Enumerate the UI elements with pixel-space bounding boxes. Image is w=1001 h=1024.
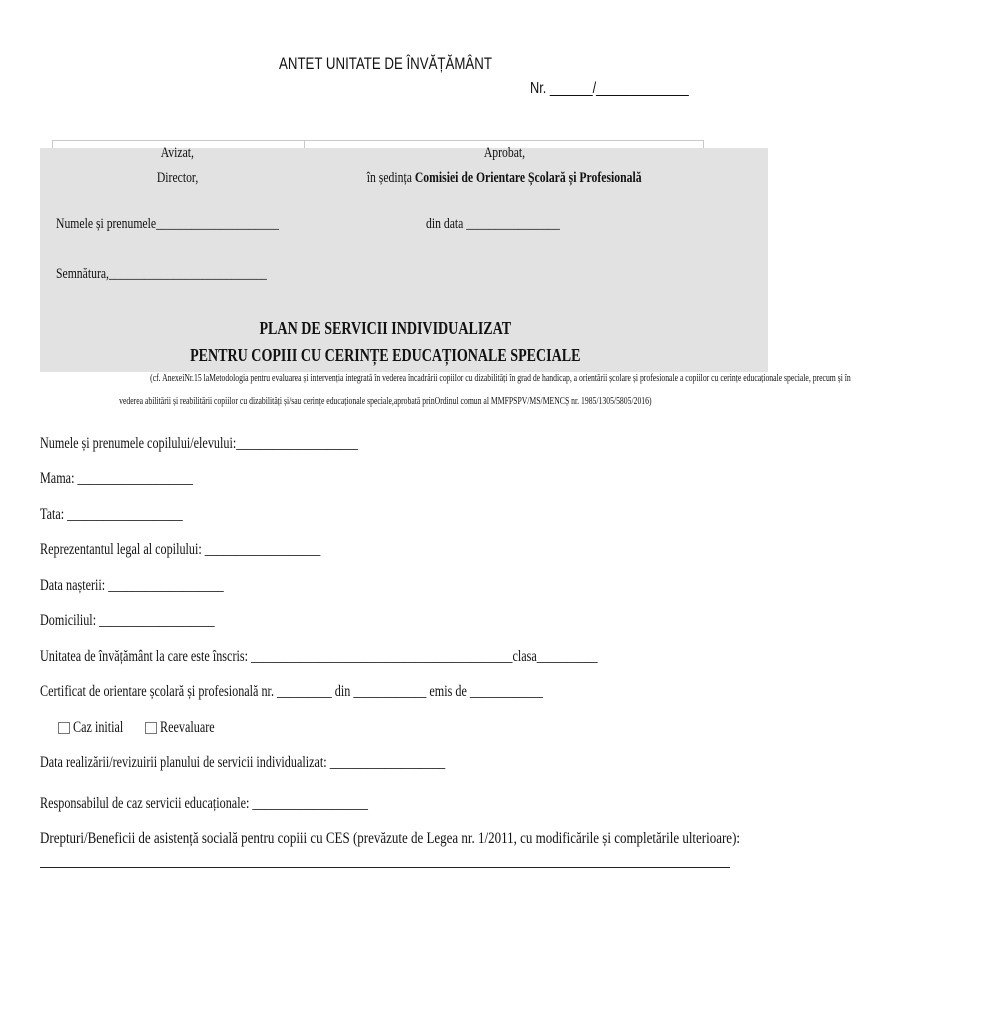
social-benefits-field: Drepturi/Beneficii de asistență socială pentru copiii cu CES (prevăzute de Legea nr. 1/2011, cu modificările și completările ulterioare): [40,830,740,847]
plan-title-line2: PENTRU COPIII CU CERINȚE EDUCAȚIONALE SPECIALE [189,345,581,365]
commission-line: în ședința Comisiei de Orientare Școlară și Profesională [366,170,642,186]
mother-field: Mama: ___________________ [40,470,194,487]
school-unit-field: Unitatea de învățământ la care este înscris: ___________________________________________clasa__________ [40,648,598,665]
initial-case-label: Caz initial [73,719,124,736]
director-name-field: Numele și prenumele_____________________ [56,216,279,232]
child-name-field: Numele și prenumele copilului/elevului:____________________ [40,435,358,452]
benefits-answer-line [40,867,730,868]
reevaluation-option[interactable] [145,719,232,737]
legal-note-line2: vederea abilitării și reabilitării copiilor cu dizabilități și/sau cerințe educaționale speciale,aprobată prinOrdinul comun al MMFPSPV/MS/MENCȘ nr. 1985/1305/5805/2016) [118,395,652,407]
signature-field: Semnătura,___________________________ [56,266,267,282]
case-manager-field: Responsabilul de caz servicii educaționale: ___________________ [40,795,368,812]
birth-date-field: Data nașterii: ___________________ [40,577,224,594]
certificate-field: Certificat de orientare școlară și profesională nr. _________ din ____________ emis de ____________ [40,683,543,700]
address-field: Domiciliul: ___________________ [40,612,215,629]
aprobat-label: Aprobat, [483,145,525,161]
plan-title-line1: PLAN DE SERVICII INDIVIDUALIZAT [259,318,511,338]
initial-case-checkbox[interactable] [58,722,70,734]
avizat-label: Avizat, [160,145,195,161]
initial-case-option[interactable] [58,719,139,737]
reevaluation-label: Reevaluare [160,719,215,736]
director-label: Director, [156,170,199,186]
document-number: Nr. ______/_____________ [530,80,689,97]
father-field: Tata: ___________________ [40,506,183,523]
approval-date-field: din data ________________ [426,216,560,232]
legal-note-line1: (cf. AnexeiNr.15 laMetodologia pentru evaluarea și intervenția integrată în vederea încadrării copiilor cu dizabilități în grad de handicap, a orientării școlare și profesionale a copiilor cu cerințe educaționale speciale, precum și în [150,372,851,384]
reevaluation-checkbox[interactable] [145,722,157,734]
plan-date-field: Data realizării/revizuirii planului de servicii individualizat: ___________________ [40,754,446,771]
legal-representative-field: Reprezentantul legal al copilului: ___________________ [40,541,321,558]
header-antet: ANTET UNITATE DE ÎNVĂȚĂMÂNT [278,54,492,73]
